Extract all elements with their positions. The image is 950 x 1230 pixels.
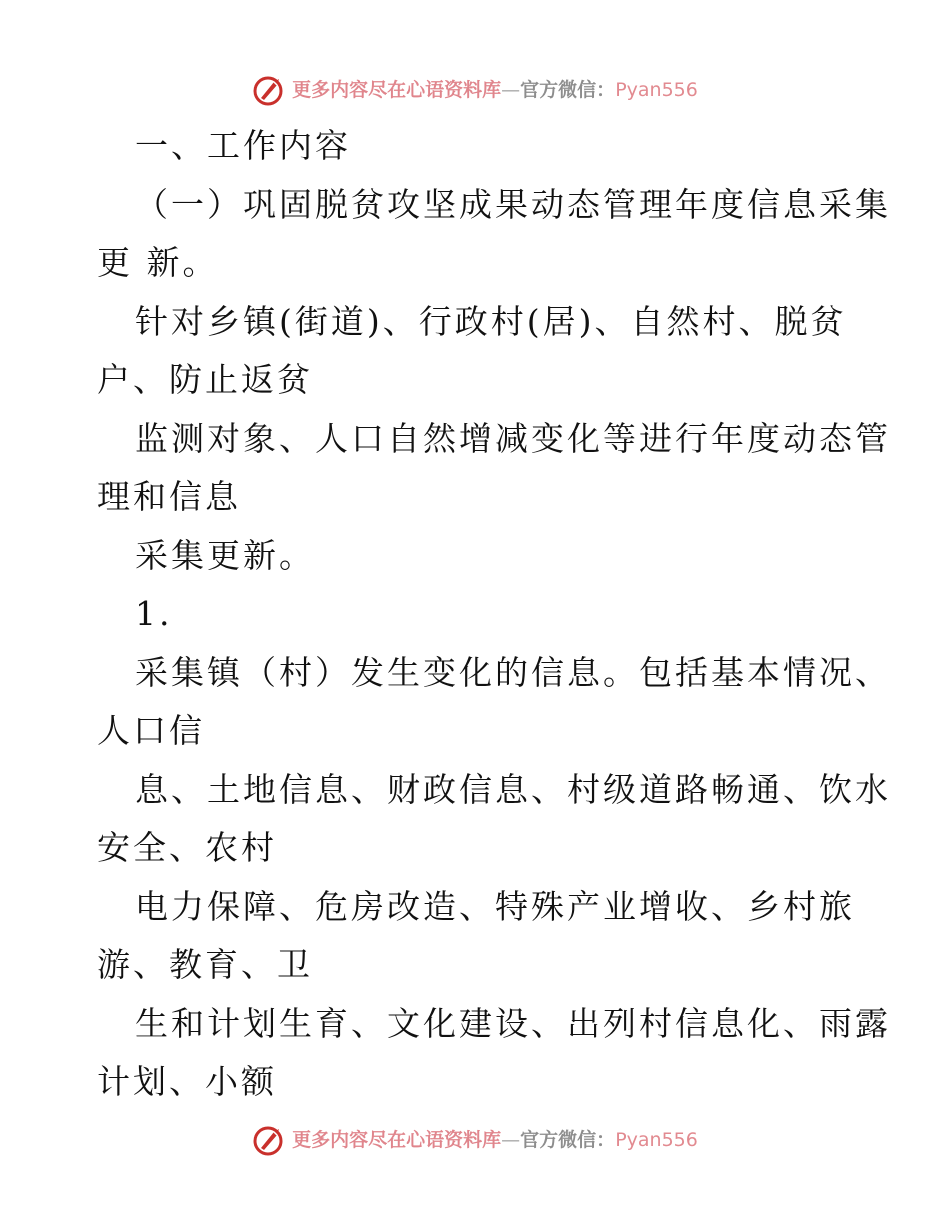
text-line: 人口信 — [97, 711, 205, 750]
text-line: 户、防止返贫 — [97, 360, 313, 399]
banner-main-text: 更多内容尽在心语资料库 — [292, 79, 502, 101]
banner-text — [292, 70, 698, 110]
text-line: 监测对象、人口自然增减变化等进行年度动态管 — [135, 418, 891, 458]
banner-wechat-label: 官方微信： — [520, 79, 616, 101]
text-line: 针对乡镇(街道)、行政村(居)、自然村、脱贫 — [135, 301, 847, 341]
banner-text — [292, 1120, 698, 1160]
banner-wechat-label: 官方微信： — [520, 1129, 616, 1151]
banner-wechat-id: Pyan556 — [615, 1129, 698, 1151]
text-line: （一）巩固脱贫攻坚成果动态管理年度信息采集 — [135, 184, 891, 224]
pen-logo-icon — [252, 1123, 286, 1157]
text-line: 计划、小额 — [97, 1062, 277, 1101]
banner-wechat-id: Pyan556 — [615, 79, 698, 101]
pen-logo-icon — [252, 73, 286, 107]
text-line: 电力保障、危房改造、特殊产业增收、乡村旅 — [135, 886, 855, 926]
banner-main-text: 更多内容尽在心语资料库 — [292, 1129, 502, 1151]
text-line: 采集更新。 — [135, 535, 315, 575]
banner-separator: — — [501, 79, 521, 101]
text-line: 理和信息 — [97, 477, 241, 516]
header-watermark-banner — [0, 70, 950, 110]
text-line: 一、工作内容 — [135, 126, 351, 165]
text-line: 息、土地信息、财政信息、村级道路畅通、饮水 — [135, 769, 891, 809]
text-line: 安全、农村 — [97, 828, 277, 867]
text-line: 生和计划生育、文化建设、出列村信息化、雨露 — [135, 1003, 891, 1043]
document-body — [97, 117, 891, 1112]
footer-watermark-banner — [0, 1120, 950, 1160]
text-line: 采集镇（村）发生变化的信息。包括基本情况、 — [135, 652, 891, 692]
text-line: 1. — [135, 594, 173, 633]
banner-separator: — — [501, 1129, 521, 1151]
text-line: 游、教育、卫 — [97, 945, 313, 984]
text-line: 更 新。 — [97, 243, 219, 282]
